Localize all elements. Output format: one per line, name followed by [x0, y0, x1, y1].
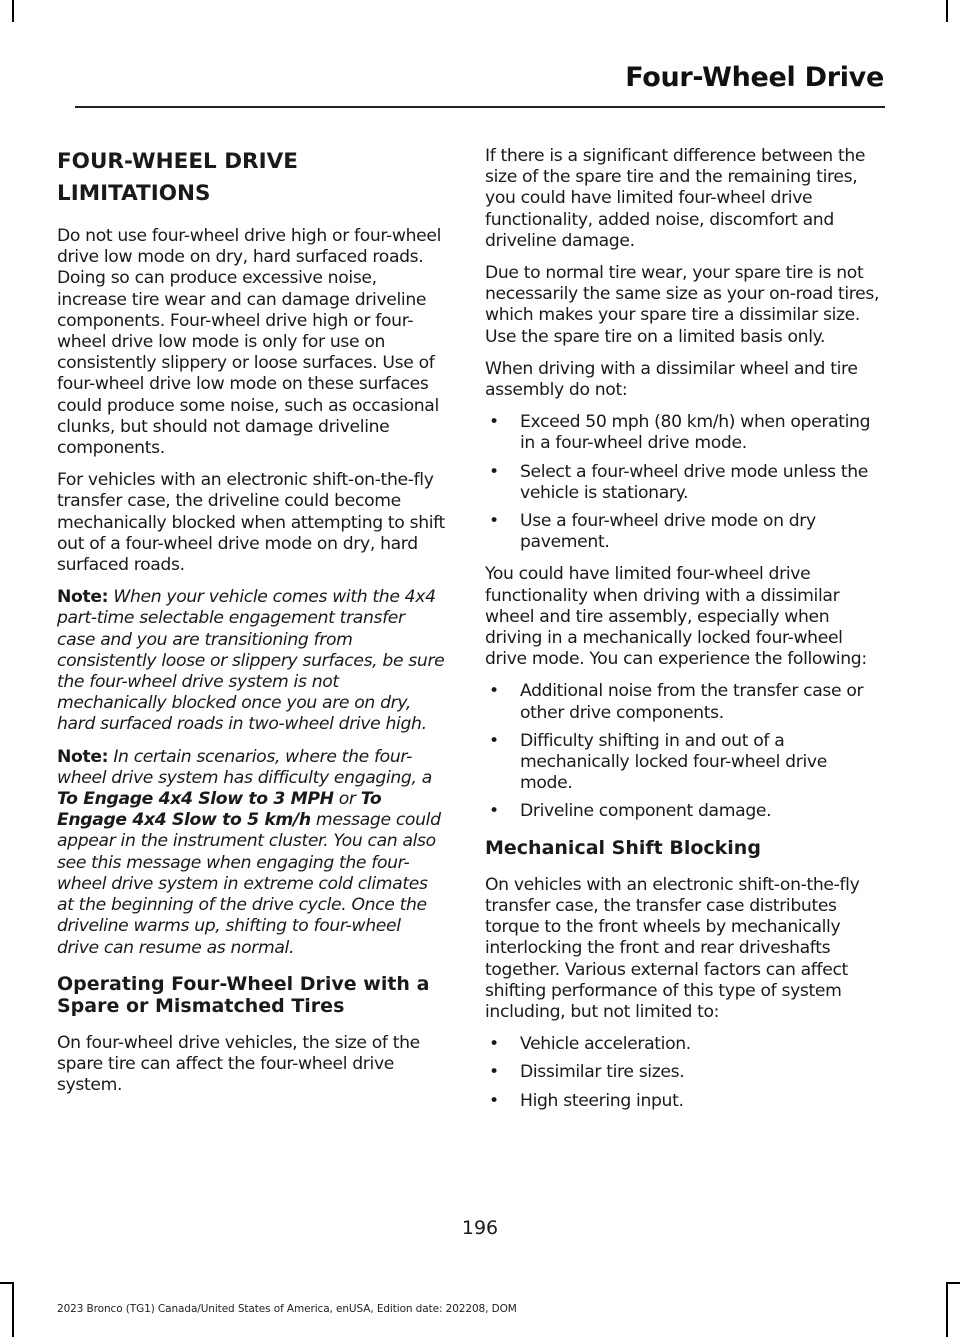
subheading: Operating Four-Wheel Drive with a Spare or Mismatched Tires [57, 972, 430, 1017]
paragraph: You could have limited four-wheel drive functionality when driving with a dissimilar wheel and tire assembly, especially when driving in a mechanically locked four-wheel drive mode. You can experience the following: [485, 564, 867, 670]
paragraph: For vehicles with an electronic shift-on-the-fly transfer case, the driveline could become mechanically blocked when attempting to shift out of a four-wheel drive mode on dry, hard surfaced roads. [57, 470, 445, 576]
note-text: When your vehicle comes with the 4x4 part-time selectable engagement transfer case and you are transitioning from consistently loose or slippery surfaces, be sure the four-wheel drive system is not mechanically blocked once you are on dry, hard surfaced roads in two-wheel drive high. [57, 587, 445, 735]
section-title-line1: FOUR-WHEEL DRIVE [57, 149, 298, 174]
subheading: Mechanical Shift Blocking [485, 836, 761, 859]
note-text: message could appear in the instrument cluster. You can also see this message when engaging the four-wheel drive system in extreme cold climates at the beginning of the drive cycle. Once the driveline warms up, shifting to four-wheel drive can resume as normal. [57, 810, 441, 958]
left-column [57, 146, 445, 1107]
message-name: To Engage 4x4 Slow to 3 MPH [57, 789, 334, 810]
note [57, 747, 445, 959]
right-column [485, 146, 880, 1123]
bullet-list [485, 681, 880, 822]
page-header-title: Four-Wheel Drive [625, 62, 884, 93]
list-item: • Difficulty shifting in and out of a mechanically locked four-wheel drive mode. [485, 731, 880, 795]
crop-mark-bottom-right-h [946, 1282, 960, 1284]
paragraph: Due to normal tire wear, your spare tire is not necessarily the same size as your on-road tires, which makes your spare tire a dissimilar size. Use the spare tire on a limited basis only. [485, 263, 880, 347]
paragraph: Do not use four-wheel drive high or four-wheel drive low mode on dry, hard surfaced roads. Doing so can produce excessive noise, increase tire wear and can damage driveline components. Four-wheel drive high or four-wheel drive low mode is only for use on consistently slippery or loose surfaces. Use of four-wheel drive low mode on these surfaces could produce some noise, such as occasional clunks, but should not damage driveline components. [57, 226, 442, 459]
crop-mark-bottom-left-h [0, 1282, 14, 1284]
paragraph: When driving with a dissimilar wheel and tire assembly do not: [485, 358, 858, 401]
message-name: To Engage 4x4 Slow to 5 km/h [57, 789, 382, 831]
note-text: In certain scenarios, where the four-wheel drive system has difficulty engaging, a [57, 746, 432, 788]
bullet-list [485, 1034, 880, 1112]
section-title [57, 146, 445, 210]
bullet-list [485, 412, 880, 553]
list-item: • Dissimilar tire sizes. [485, 1062, 880, 1083]
list-item: • Select a four-wheel drive mode unless the vehicle is stationary. [485, 462, 880, 504]
crop-mark-top-left-v [12, 0, 14, 22]
list-item: • Additional noise from the transfer case or other drive components. [485, 681, 880, 723]
header-divider [75, 106, 885, 108]
crop-mark-bottom-right-v [946, 1283, 948, 1337]
list-item: • Vehicle acceleration. [485, 1034, 880, 1055]
paragraph: On four-wheel drive vehicles, the size of the spare tire can affect the four-wheel drive system. [57, 1032, 420, 1096]
crop-mark-top-right-v [946, 0, 948, 22]
note [57, 587, 445, 735]
page-number: 196 [461, 1217, 499, 1239]
list-item: • Driveline component damage. [485, 801, 880, 822]
list-item: • High steering input. [485, 1091, 880, 1112]
list-item: • Exceed 50 mph (80 km/h) when operating in a four-wheel drive mode. [485, 412, 880, 454]
paragraph: On vehicles with an electronic shift-on-the-fly transfer case, the transfer case distributes torque to the front wheels by mechanically interlocking the front and rear driveshafts together. Various external factors can affect shifting performance of this type of system including, but not limited to: [485, 874, 860, 1022]
section-title-line2: LIMITATIONS [57, 181, 211, 206]
paragraph: If there is a significant difference between the size of the spare tire and the remaining tires, you could have limited four-wheel drive functionality, added noise, discomfort and driveline damage. [485, 146, 866, 251]
footer-edition-info: 2023 Bronco (TG1) Canada/United States of America, enUSA, Edition date: 202208, DOM [57, 1303, 517, 1315]
note-label: Note: [57, 587, 109, 608]
list-item: • Use a four-wheel drive mode on dry pavement. [485, 511, 880, 553]
note-text: or [333, 789, 361, 810]
note-label: Note: [57, 746, 109, 767]
crop-mark-bottom-left-v [12, 1283, 14, 1337]
